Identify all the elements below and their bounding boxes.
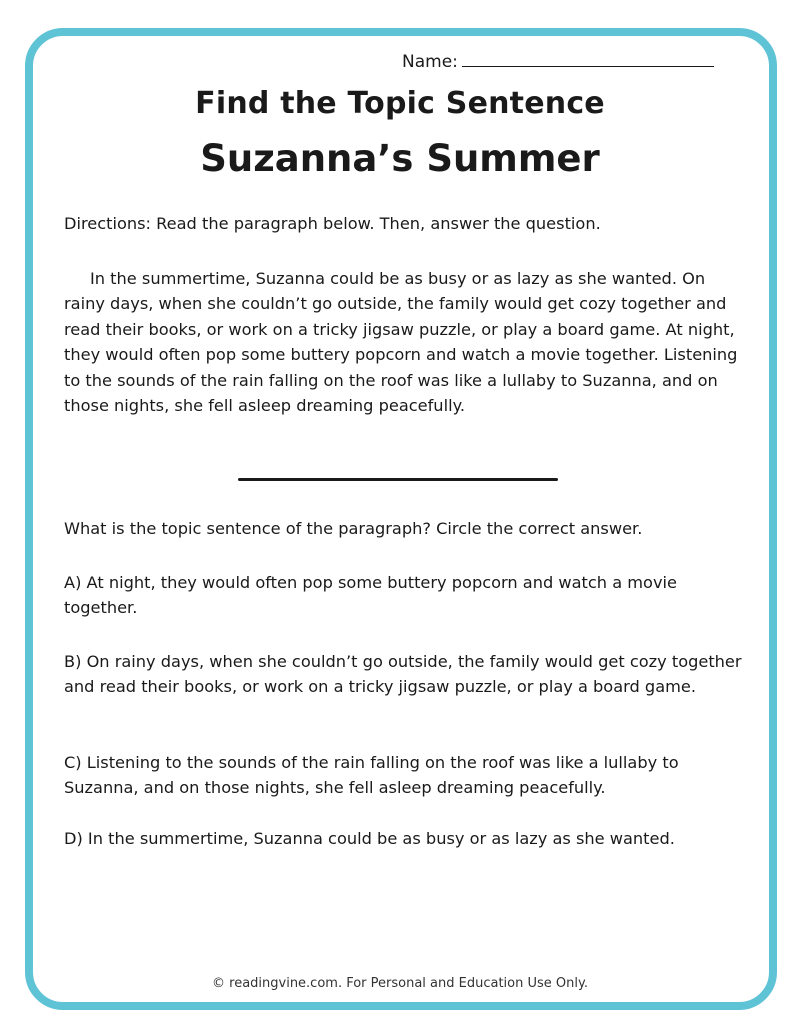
worksheet-title: Find the Topic Sentence xyxy=(195,86,605,121)
answer-option-b[interactable]: B) On rainy days, when she couldn’t go outside, the family would get cozy together and read their books, or work on a tricky jigsaw puzzle, or play a board game. xyxy=(64,652,742,697)
question-text: What is the topic sentence of the paragraph? Circle the correct answer. xyxy=(64,519,643,538)
answer-option-d[interactable]: D) In the summertime, Suzanna could be as busy or as lazy as she wanted. xyxy=(64,829,675,848)
name-field[interactable] xyxy=(402,51,714,72)
name-blank-line[interactable] xyxy=(462,51,714,67)
directions-text: Directions: Read the paragraph below. Then, answer the question. xyxy=(64,214,601,233)
copyright-footer: © readingvine.com. For Personal and Education Use Only. xyxy=(212,976,588,991)
name-label: Name: xyxy=(402,52,458,72)
section-divider xyxy=(238,478,558,481)
story-title: Suzanna’s Summer xyxy=(200,137,600,180)
story-paragraph: In the summertime, Suzanna could be as busy or as lazy as she wanted. On rainy days, when she couldn’t go outside, the family would get cozy together and read their books, or work on a tricky jigsaw puzzle, or play a board game. At night, they would often pop some buttery popcorn and watch a movie together. Listening to the sounds of the rain falling on the roof was like a lullaby to Suzanna, and on those nights, she fell asleep dreaming peacefully. xyxy=(64,269,738,416)
answer-option-c[interactable]: C) Listening to the sounds of the rain falling on the roof was like a lullaby to Suzanna, and on those nights, she fell asleep dreaming peacefully. xyxy=(64,753,679,798)
answer-option-a[interactable]: A) At night, they would often pop some buttery popcorn and watch a movie together. xyxy=(64,573,677,618)
